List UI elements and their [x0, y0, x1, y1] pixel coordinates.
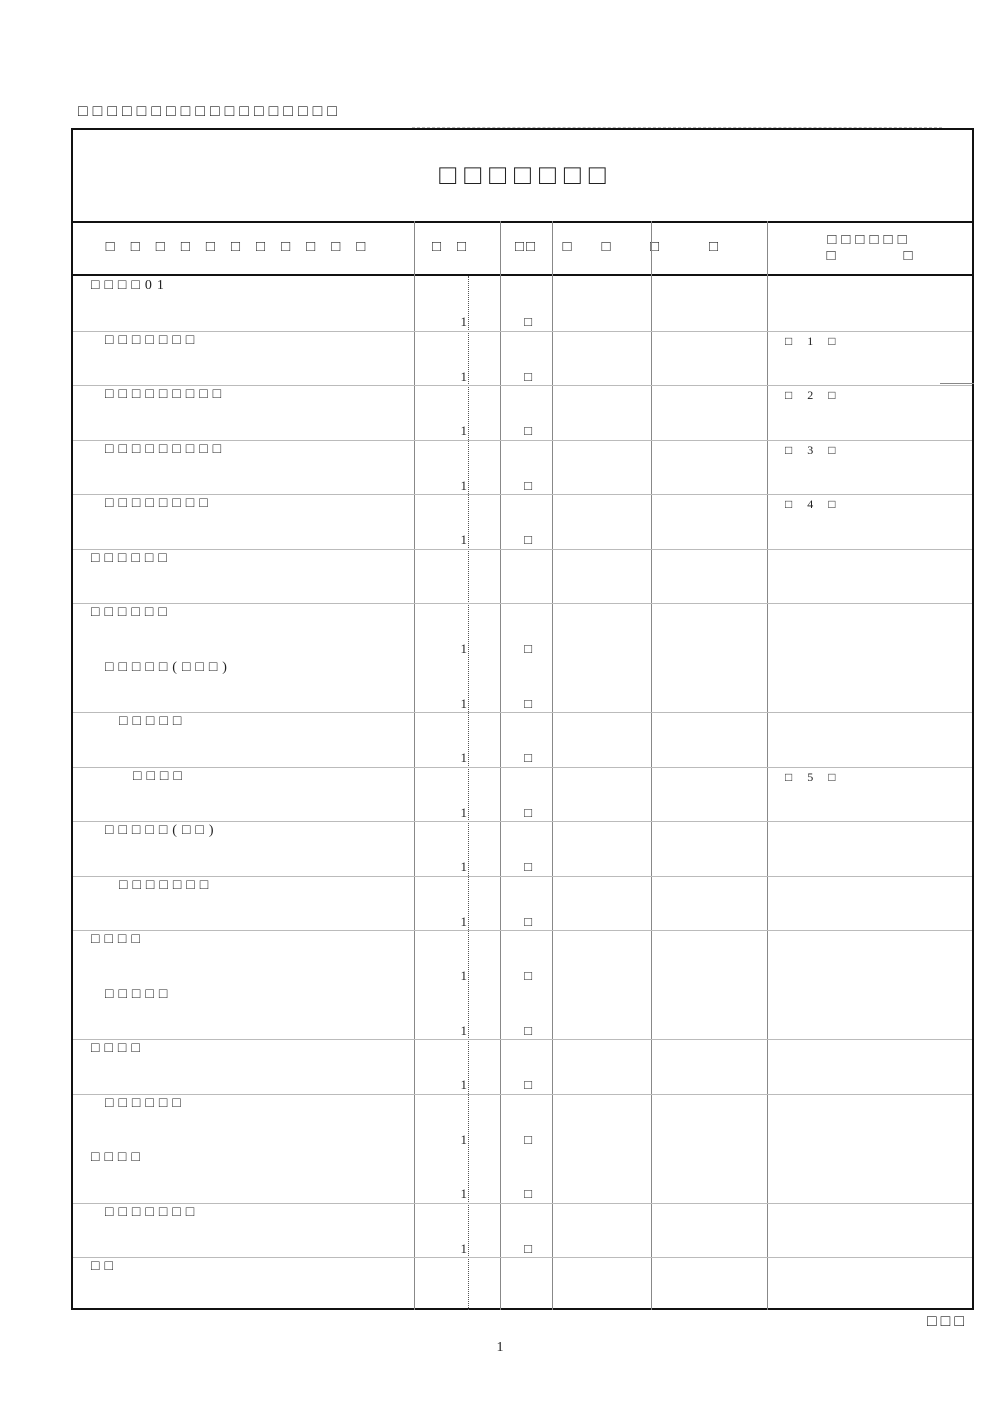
item-qty: 1: [460, 1022, 467, 1038]
item-label: □□□□□□□□□: [105, 387, 227, 402]
item-qty: 1: [460, 368, 467, 384]
item-reference: □ 5 □: [785, 769, 836, 784]
column-header-name: □□□□□□□□□□□: [73, 221, 414, 276]
column-header-unit: □□: [500, 221, 552, 276]
item-unit: □: [524, 968, 532, 983]
item-qty: 1: [460, 695, 467, 711]
row-divider: [73, 385, 972, 386]
item-label: □□: [91, 1259, 118, 1274]
column-header-remark: [767, 221, 972, 276]
row-divider: [73, 821, 972, 822]
header-note: □□□□□□□□□□□□□□□□□□: [78, 103, 342, 120]
row-divider: [73, 1094, 972, 1095]
row-divider: [73, 930, 972, 931]
footer-note: □□□: [927, 1313, 968, 1330]
item-label: □□□□: [91, 932, 145, 947]
row-divider: [73, 1257, 972, 1258]
item-unit: □: [524, 314, 532, 329]
row-divider: [73, 1039, 972, 1040]
item-label: □□□□□□: [91, 605, 172, 620]
row-divider: [73, 876, 972, 877]
item-label: □□□□□: [105, 986, 173, 1002]
item-unit: □: [524, 695, 532, 711]
item-unit: □: [524, 641, 532, 656]
item-label: □□□□01: [91, 278, 169, 293]
item-unit: □: [524, 1240, 532, 1256]
row-divider: [73, 767, 972, 768]
row-divider: [73, 494, 972, 495]
item-unit: □: [524, 1022, 532, 1038]
item-unit: □: [524, 423, 532, 438]
item-label: □□□□□□: [91, 550, 172, 566]
row-divider: [73, 440, 972, 441]
item-qty: 1: [460, 477, 467, 493]
divider-qty-dotted: [468, 276, 469, 1310]
estimate-sheet: [71, 128, 974, 1310]
item-label: □□□□□: [119, 714, 187, 729]
item-qty: 1: [460, 750, 467, 765]
item-reference: □ 3 □: [785, 442, 836, 457]
item-label: □□□□□□□: [105, 332, 200, 348]
item-unit: □: [524, 1077, 532, 1092]
item-qty: 1: [460, 1240, 467, 1256]
item-qty: 1: [460, 1131, 467, 1147]
remark-header-line2-left: □: [826, 247, 836, 264]
item-label: □□□□: [91, 1041, 145, 1056]
item-label: □□□□□(□□□): [105, 659, 232, 675]
remark-header-line2: [827, 248, 913, 264]
item-reference: □ 2 □: [785, 388, 836, 402]
item-qty: 1: [460, 1077, 467, 1092]
item-unit: □: [524, 804, 532, 820]
page-title: □□□□□□□: [439, 159, 614, 191]
page-number: 1: [496, 1340, 504, 1355]
row-divider: [73, 331, 972, 332]
row-divider: [73, 603, 972, 604]
item-qty: 1: [460, 913, 467, 929]
item-label: □□□□: [91, 1150, 145, 1165]
item-label: □□□□: [133, 768, 187, 784]
remark-header-line2-right: □: [903, 247, 913, 264]
item-qty: 1: [460, 859, 467, 874]
item-unit: □: [524, 368, 532, 384]
item-reference: □ 4 □: [785, 497, 836, 511]
row-divider: [73, 712, 972, 713]
item-unit: □: [524, 859, 532, 874]
item-label: □□□□□□□□: [105, 496, 213, 511]
item-qty: 1: [460, 641, 467, 656]
item-qty: 1: [460, 423, 467, 438]
remark-header-line1: □□□□□□: [827, 231, 912, 248]
item-label: □□□□□□: [105, 1095, 186, 1111]
item-qty: 1: [460, 532, 467, 547]
item-qty: 1: [460, 1186, 467, 1201]
item-label: □□□□□□□: [105, 1204, 200, 1220]
item-label: □□□□□□□: [119, 877, 214, 893]
item-qty: 1: [460, 314, 467, 329]
margin-tick: [940, 383, 974, 384]
row-divider: [73, 1203, 972, 1204]
item-unit: □: [524, 532, 532, 547]
item-unit: □: [524, 1131, 532, 1147]
item-reference: □ 1 □: [785, 333, 836, 348]
item-unit: □: [524, 1186, 532, 1201]
item-unit: □: [524, 750, 532, 765]
item-label: □□□□□(□□): [105, 823, 219, 838]
column-header-price: □□: [552, 221, 651, 276]
item-label: □□□□□□□□□: [105, 441, 227, 457]
item-qty: 1: [460, 804, 467, 820]
column-header-qty: □□: [414, 221, 500, 276]
item-unit: □: [524, 913, 532, 929]
item-unit: □: [524, 477, 532, 493]
item-qty: 1: [460, 968, 467, 983]
title-row: [73, 130, 972, 223]
column-header-amount: □□: [651, 221, 767, 276]
row-divider: [73, 549, 972, 550]
